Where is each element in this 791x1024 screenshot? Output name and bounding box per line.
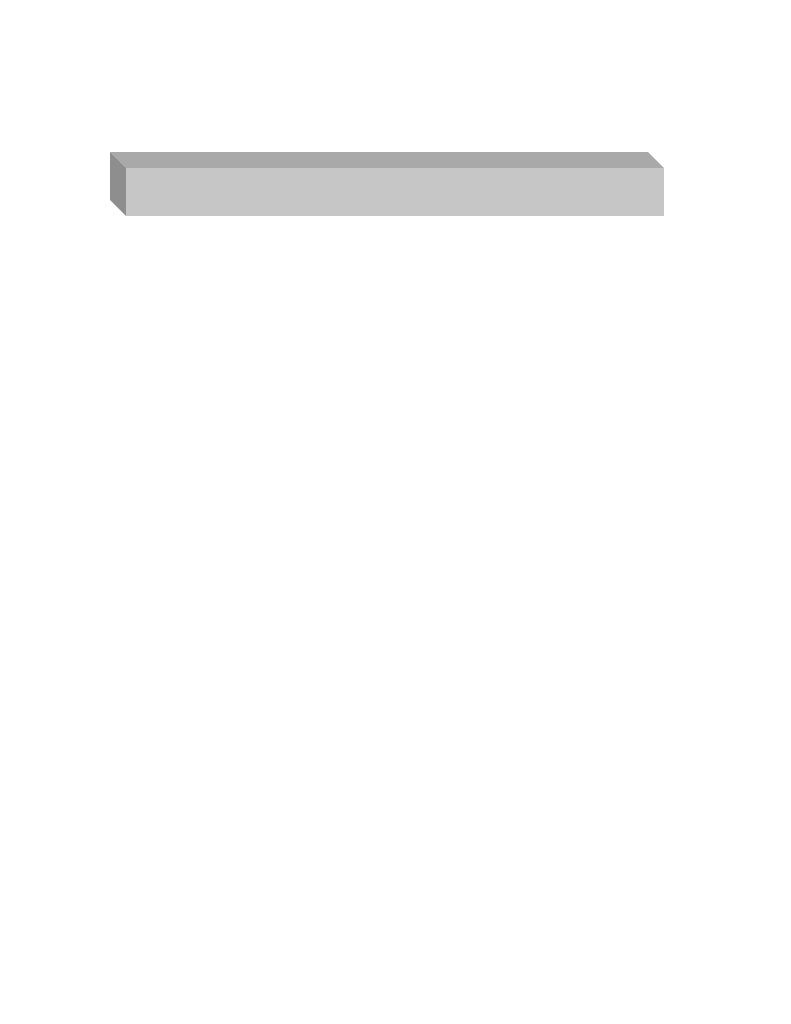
belt-concept-banner bbox=[108, 150, 666, 218]
banner-front-face bbox=[126, 168, 664, 216]
banner-bevel-shape bbox=[108, 150, 666, 218]
banner-top-face bbox=[110, 152, 664, 168]
